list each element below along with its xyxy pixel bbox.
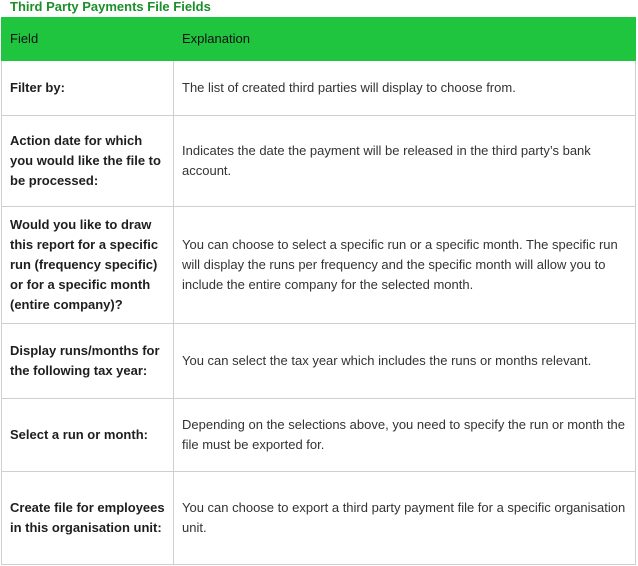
- explanation-cell: Depending on the selections above, you need to specify the run or month the file must be exported for.: [174, 399, 636, 472]
- fields-table: [1, 17, 636, 565]
- field-cell: Select a run or month:: [2, 399, 174, 472]
- table-row: [2, 207, 636, 324]
- column-header-explanation: Explanation: [174, 18, 636, 61]
- table-row: [2, 399, 636, 472]
- page-title: Third Party Payments File Fields: [10, 0, 211, 14]
- column-header-field: Field: [2, 18, 174, 61]
- field-cell: Display runs/months for the following tax year:: [2, 324, 174, 399]
- field-cell: Would you like to draw this report for a specific run (frequency specific) or for a specific month (entire company)?: [2, 207, 174, 324]
- field-cell: Action date for which you would like the file to be processed:: [2, 116, 174, 207]
- explanation-cell: You can choose to select a specific run or a specific month. The specific run will display the runs per frequency and the specific month will allow you to include the entire company for the selected month.: [174, 207, 636, 324]
- explanation-cell: The list of created third parties will display to choose from.: [174, 61, 636, 116]
- table-row: [2, 116, 636, 207]
- field-cell: Create file for employees in this organisation unit:: [2, 472, 174, 565]
- explanation-cell: Indicates the date the payment will be released in the third party’s bank account.: [174, 116, 636, 207]
- explanation-cell: You can choose to export a third party payment file for a specific organisation unit.: [174, 472, 636, 565]
- table-row: [2, 324, 636, 399]
- table-row: [2, 472, 636, 565]
- field-cell: Filter by:: [2, 61, 174, 116]
- table-row: [2, 61, 636, 116]
- table-header-row: [2, 18, 636, 61]
- explanation-cell: You can select the tax year which includes the runs or months relevant.: [174, 324, 636, 399]
